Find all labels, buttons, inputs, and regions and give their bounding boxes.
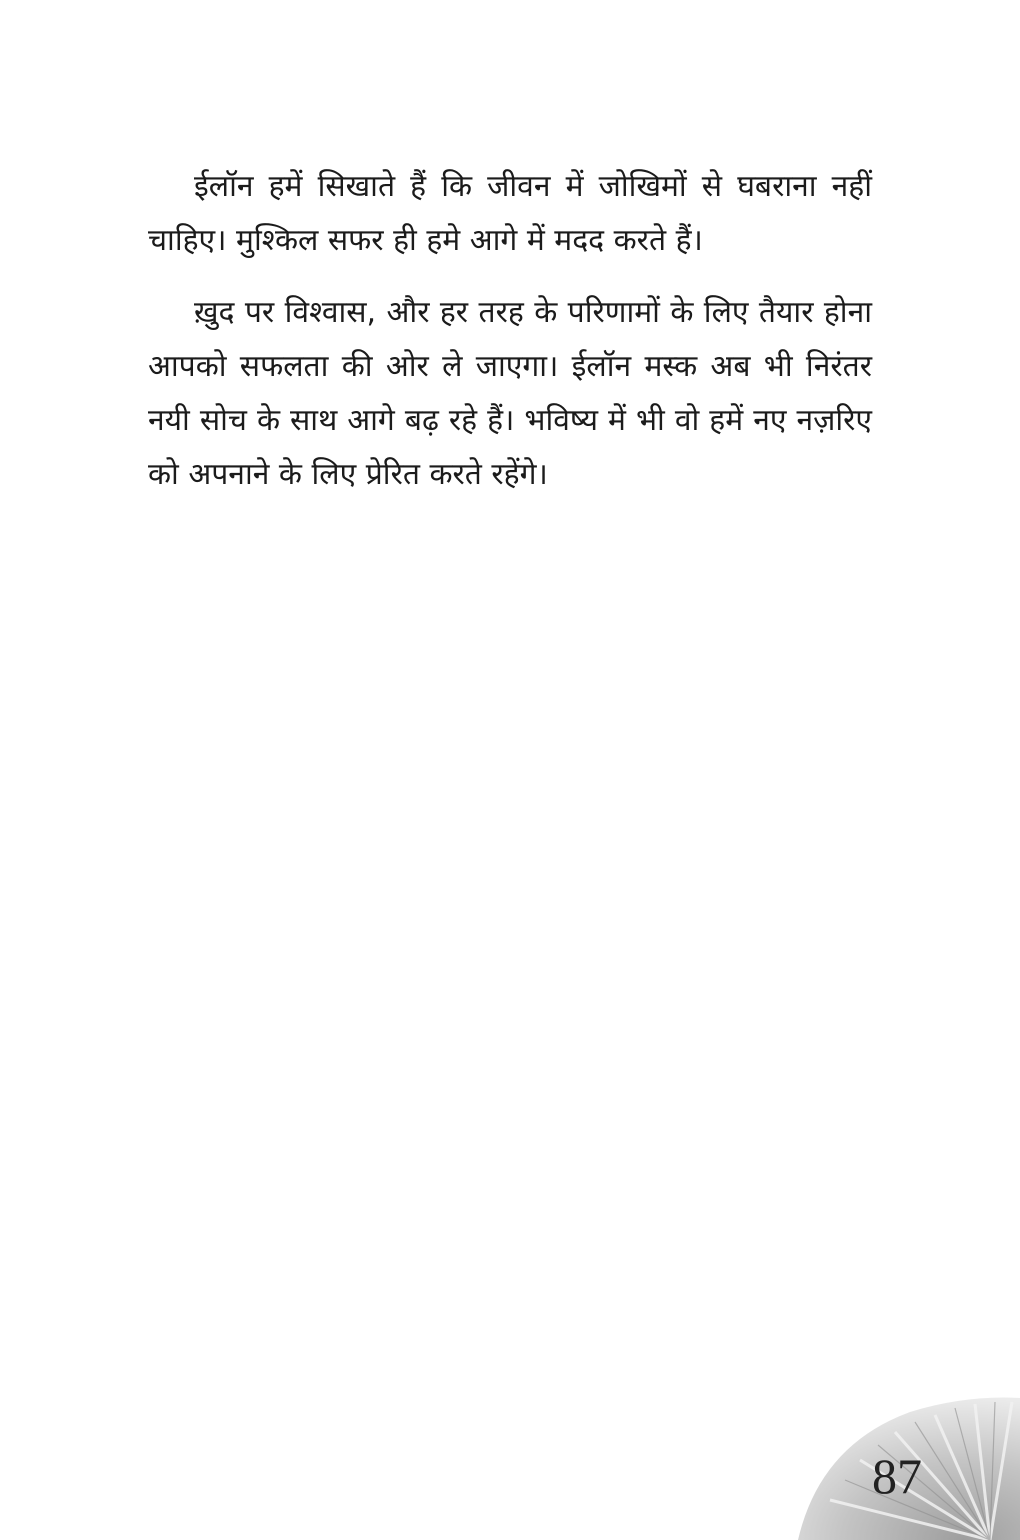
paragraph-2: ख़ुद पर विश्वास, और हर तरह के परिणामों के लिए तैयार होना आपको सफलता की ओर ले जाएगा। ईलॉन मस्क अब भी निरंतर नयी सोच के साथ आगे बढ़ रहे हैं। भविष्य में भी वो हमें नए नज़रिए को अपनाने के लिए प्रेरित करते रहेंगे। <box>148 295 872 492</box>
body-text <box>148 160 872 520</box>
page-number: 87 <box>872 1448 922 1504</box>
paragraph-1: ईलॉन हमें सिखाते हैं कि जीवन में जोखिमों से घबराना नहीं चाहिए। मुश्किल सफर ही हमे आगे में मदद करते हैं। <box>148 169 872 258</box>
